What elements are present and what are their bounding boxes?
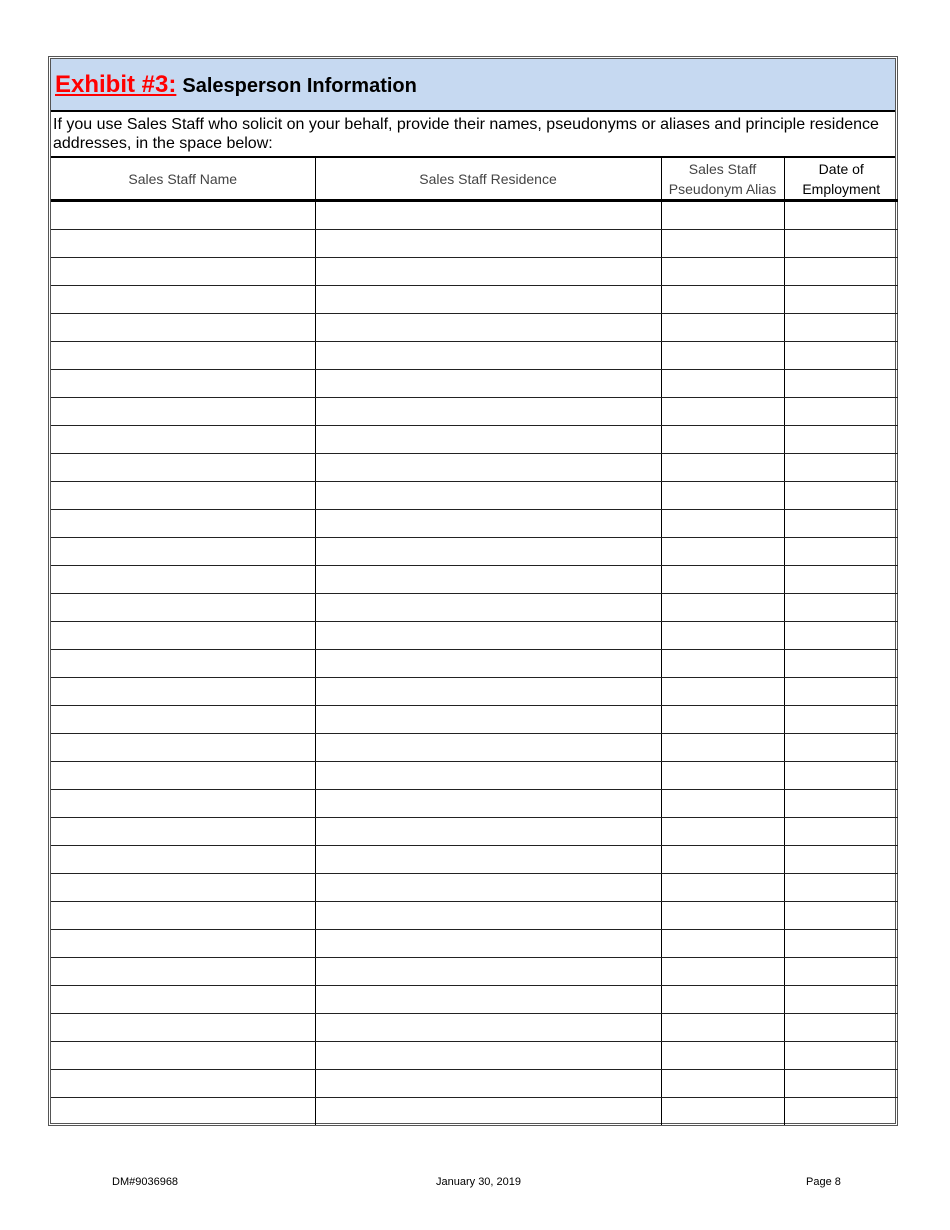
employment-date-cell[interactable]	[784, 706, 898, 734]
residence-cell[interactable]	[315, 230, 661, 258]
table-row	[51, 678, 898, 706]
name-cell[interactable]	[51, 958, 315, 986]
alias-cell[interactable]	[661, 874, 784, 902]
residence-cell[interactable]	[315, 874, 661, 902]
employment-date-cell[interactable]	[784, 482, 898, 510]
residence-cell[interactable]	[315, 650, 661, 678]
table-row	[51, 930, 898, 958]
table-row	[51, 594, 898, 622]
header-sales-staff-residence	[315, 158, 661, 201]
name-cell[interactable]	[51, 734, 315, 762]
employment-date-cell[interactable]	[784, 201, 898, 230]
residence-cell[interactable]	[315, 1098, 661, 1126]
employment-date-cell[interactable]	[784, 818, 898, 846]
salesperson-form	[48, 56, 898, 1126]
sales-staff-table	[51, 158, 898, 1125]
alias-cell[interactable]	[661, 818, 784, 846]
table-row	[51, 818, 898, 846]
table-row	[51, 706, 898, 734]
table-row	[51, 1098, 898, 1126]
residence-cell[interactable]	[315, 902, 661, 930]
table-row	[51, 650, 898, 678]
table-row	[51, 566, 898, 594]
table-row	[51, 370, 898, 398]
employment-date-cell[interactable]	[784, 902, 898, 930]
table-row	[51, 201, 898, 230]
table-row	[51, 958, 898, 986]
table-row	[51, 482, 898, 510]
employment-date-cell[interactable]	[784, 958, 898, 986]
table-row	[51, 538, 898, 566]
alias-cell[interactable]	[661, 398, 784, 426]
name-cell[interactable]	[51, 370, 315, 398]
alias-cell[interactable]	[661, 314, 784, 342]
residence-cell[interactable]	[315, 258, 661, 286]
alias-cell[interactable]	[661, 930, 784, 958]
alias-cell[interactable]	[661, 594, 784, 622]
employment-date-cell[interactable]	[784, 678, 898, 706]
residence-cell[interactable]	[315, 510, 661, 538]
residence-cell[interactable]	[315, 1070, 661, 1098]
name-cell[interactable]	[51, 622, 315, 650]
header-sales-staff-name	[51, 158, 315, 201]
residence-cell[interactable]	[315, 594, 661, 622]
name-cell[interactable]	[51, 566, 315, 594]
residence-cell[interactable]	[315, 762, 661, 790]
name-cell[interactable]	[51, 902, 315, 930]
residence-cell[interactable]	[315, 818, 661, 846]
employment-date-cell[interactable]	[784, 1070, 898, 1098]
table-row	[51, 622, 898, 650]
name-cell[interactable]	[51, 538, 315, 566]
name-cell[interactable]	[51, 1014, 315, 1042]
document-id: DM#9036968	[112, 1176, 179, 1188]
table-row	[51, 902, 898, 930]
name-cell[interactable]	[51, 482, 315, 510]
residence-cell[interactable]	[315, 1014, 661, 1042]
residence-cell[interactable]	[315, 538, 661, 566]
employment-date-cell[interactable]	[784, 426, 898, 454]
residence-cell[interactable]	[315, 622, 661, 650]
employment-date-cell[interactable]	[784, 538, 898, 566]
name-cell[interactable]	[51, 790, 315, 818]
name-cell[interactable]	[51, 1070, 315, 1098]
instructions-text: If you use Sales Staff who solicit on your behalf, provide their names, pseudonyms or aliases and principle residence addresses, in the space below:	[51, 112, 895, 158]
employment-date-cell[interactable]	[784, 734, 898, 762]
employment-date-cell[interactable]	[784, 342, 898, 370]
name-cell[interactable]	[51, 650, 315, 678]
employment-date-cell[interactable]	[784, 286, 898, 314]
name-cell[interactable]	[51, 762, 315, 790]
name-cell[interactable]	[51, 1098, 315, 1126]
name-cell[interactable]	[51, 342, 315, 370]
alias-cell[interactable]	[661, 482, 784, 510]
alias-cell[interactable]	[661, 706, 784, 734]
table-row	[51, 1042, 898, 1070]
name-cell[interactable]	[51, 398, 315, 426]
table-row	[51, 762, 898, 790]
residence-cell[interactable]	[315, 286, 661, 314]
alias-cell[interactable]	[661, 790, 784, 818]
residence-cell[interactable]	[315, 734, 661, 762]
table-row	[51, 258, 898, 286]
employment-date-cell[interactable]	[784, 510, 898, 538]
name-cell[interactable]	[51, 846, 315, 874]
employment-date-cell[interactable]	[784, 846, 898, 874]
residence-cell[interactable]	[315, 846, 661, 874]
alias-cell[interactable]	[661, 258, 784, 286]
alias-cell[interactable]	[661, 678, 784, 706]
header-label-line1: Sales Staff	[688, 160, 757, 177]
header-pseudonym-alias	[661, 158, 784, 201]
alias-cell[interactable]	[661, 342, 784, 370]
name-cell[interactable]	[51, 594, 315, 622]
alias-cell[interactable]	[661, 622, 784, 650]
alias-cell[interactable]	[661, 1098, 784, 1126]
employment-date-cell[interactable]	[784, 398, 898, 426]
residence-cell[interactable]	[315, 454, 661, 482]
alias-cell[interactable]	[661, 538, 784, 566]
alias-cell[interactable]	[661, 762, 784, 790]
table-row	[51, 790, 898, 818]
table-row	[51, 314, 898, 342]
alias-cell[interactable]	[661, 426, 784, 454]
residence-cell[interactable]	[315, 426, 661, 454]
exhibit-header	[51, 59, 895, 112]
exhibit-title: Salesperson Information	[182, 75, 417, 97]
table-row	[51, 426, 898, 454]
name-cell[interactable]	[51, 314, 315, 342]
residence-cell[interactable]	[315, 706, 661, 734]
name-cell[interactable]	[51, 201, 315, 230]
residence-cell[interactable]	[315, 790, 661, 818]
employment-date-cell[interactable]	[784, 930, 898, 958]
name-cell[interactable]	[51, 230, 315, 258]
residence-cell[interactable]	[315, 342, 661, 370]
alias-cell[interactable]	[661, 454, 784, 482]
alias-cell[interactable]	[661, 1014, 784, 1042]
table-row	[51, 510, 898, 538]
employment-date-cell[interactable]	[784, 790, 898, 818]
alias-cell[interactable]	[661, 902, 784, 930]
header-label-line2: Employment	[802, 180, 881, 197]
residence-cell[interactable]	[315, 201, 661, 230]
table-row	[51, 286, 898, 314]
table-header-row	[51, 158, 898, 201]
residence-cell[interactable]	[315, 986, 661, 1014]
name-cell[interactable]	[51, 678, 315, 706]
table-row	[51, 454, 898, 482]
name-cell[interactable]	[51, 510, 315, 538]
alias-cell[interactable]	[661, 370, 784, 398]
employment-date-cell[interactable]	[784, 314, 898, 342]
name-cell[interactable]	[51, 454, 315, 482]
table-row	[51, 342, 898, 370]
employment-date-cell[interactable]	[784, 230, 898, 258]
alias-cell[interactable]	[661, 734, 784, 762]
table-row	[51, 734, 898, 762]
alias-cell[interactable]	[661, 510, 784, 538]
name-cell[interactable]	[51, 426, 315, 454]
employment-date-cell[interactable]	[784, 454, 898, 482]
table-row	[51, 398, 898, 426]
alias-cell[interactable]	[661, 566, 784, 594]
alias-cell[interactable]	[661, 1042, 784, 1070]
name-cell[interactable]	[51, 286, 315, 314]
header-label: Sales Staff Name	[128, 170, 238, 187]
document-date: January 30, 2019	[436, 1176, 522, 1188]
name-cell[interactable]	[51, 258, 315, 286]
table-row	[51, 874, 898, 902]
name-cell[interactable]	[51, 706, 315, 734]
name-cell[interactable]	[51, 1042, 315, 1070]
employment-date-cell[interactable]	[784, 1042, 898, 1070]
table-row	[51, 846, 898, 874]
employment-date-cell[interactable]	[784, 1014, 898, 1042]
employment-date-cell[interactable]	[784, 594, 898, 622]
residence-cell[interactable]	[315, 958, 661, 986]
residence-cell[interactable]	[315, 678, 661, 706]
name-cell[interactable]	[51, 986, 315, 1014]
alias-cell[interactable]	[661, 986, 784, 1014]
alias-cell[interactable]	[661, 846, 784, 874]
header-label: Sales Staff Residence	[419, 170, 557, 187]
name-cell[interactable]	[51, 818, 315, 846]
residence-cell[interactable]	[315, 370, 661, 398]
header-label-line2: Pseudonym Alias	[668, 180, 777, 197]
employment-date-cell[interactable]	[784, 650, 898, 678]
table-body	[51, 201, 898, 1126]
name-cell[interactable]	[51, 930, 315, 958]
alias-cell[interactable]	[661, 201, 784, 230]
alias-cell[interactable]	[661, 286, 784, 314]
employment-date-cell[interactable]	[784, 1098, 898, 1126]
exhibit-label: Exhibit #3:	[55, 71, 177, 98]
employment-date-cell[interactable]	[784, 622, 898, 650]
employment-date-cell[interactable]	[784, 762, 898, 790]
table-row	[51, 230, 898, 258]
employment-date-cell[interactable]	[784, 986, 898, 1014]
employment-date-cell[interactable]	[784, 370, 898, 398]
residence-cell[interactable]	[315, 566, 661, 594]
header-label-line1: Date of	[818, 160, 864, 177]
residence-cell[interactable]	[315, 398, 661, 426]
table-row	[51, 1014, 898, 1042]
residence-cell[interactable]	[315, 314, 661, 342]
residence-cell[interactable]	[315, 930, 661, 958]
employment-date-cell[interactable]	[784, 874, 898, 902]
table-row	[51, 1070, 898, 1098]
residence-cell[interactable]	[315, 482, 661, 510]
header-date-of-employment	[784, 158, 898, 201]
alias-cell[interactable]	[661, 650, 784, 678]
alias-cell[interactable]	[661, 230, 784, 258]
employment-date-cell[interactable]	[784, 258, 898, 286]
name-cell[interactable]	[51, 874, 315, 902]
alias-cell[interactable]	[661, 958, 784, 986]
alias-cell[interactable]	[661, 1070, 784, 1098]
employment-date-cell[interactable]	[784, 566, 898, 594]
residence-cell[interactable]	[315, 1042, 661, 1070]
table-row	[51, 986, 898, 1014]
page-number: Page 8	[806, 1176, 841, 1188]
